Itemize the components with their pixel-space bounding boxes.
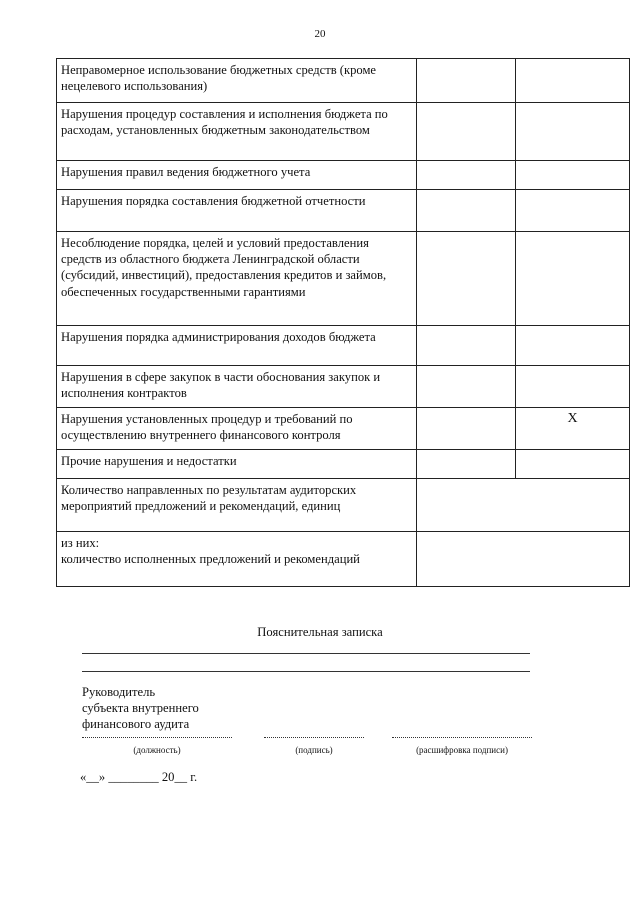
row-label: Прочие нарушения и недостатки	[57, 450, 417, 479]
row-value-col3	[516, 190, 630, 232]
row-value-col3	[516, 232, 630, 326]
row-value-merged	[417, 532, 630, 587]
row-value-col2	[417, 190, 516, 232]
row-label: Количество направленных по результатам аудиторских мероприятий предложений и рекомендаций, единиц	[57, 479, 417, 532]
row-value-col2	[417, 232, 516, 326]
table-row	[57, 326, 630, 366]
table-row	[57, 479, 630, 532]
page-number: 20	[314, 28, 326, 40]
row-label: Нарушения процедур составления и исполнения бюджета по расходам, установленных бюджетным законодательством	[57, 103, 417, 161]
row-value-col2	[417, 103, 516, 161]
position-line	[82, 737, 232, 738]
row-label: Неправомерное использование бюджетных средств (кроме нецелевого использования)	[57, 59, 417, 103]
table-row	[57, 232, 630, 326]
table-row	[57, 532, 630, 587]
row-value-col3	[516, 103, 630, 161]
row-label: Нарушения в сфере закупок в части обоснования закупок и исполнения контрактов	[57, 366, 417, 408]
row-label: из них: количество исполненных предложений и рекомендаций	[57, 532, 417, 587]
row-value-col2	[417, 59, 516, 103]
row-value-col3	[516, 450, 630, 479]
table-row	[57, 408, 630, 450]
row-label: Нарушения установленных процедур и требований по осуществлению внутреннего финансового контроля	[57, 408, 417, 450]
report-table	[56, 58, 630, 587]
table-row	[57, 190, 630, 232]
row-value-col3	[516, 59, 630, 103]
row-label: Нарушения порядка администрирования доходов бюджета	[57, 326, 417, 366]
row-value-col3	[516, 161, 630, 190]
table-row	[57, 161, 630, 190]
row-value-merged	[417, 479, 630, 532]
row-value-col2	[417, 450, 516, 479]
date-line: «__» ________ 20__ г.	[80, 770, 198, 784]
row-value-col2	[417, 161, 516, 190]
signature-caption: (подпись)	[295, 745, 333, 755]
table-row	[57, 103, 630, 161]
signature-line	[264, 737, 364, 738]
row-label: Нарушения порядка составления бюджетной отчетности	[57, 190, 417, 232]
table-row	[57, 450, 630, 479]
note-title: Пояснительная записка	[257, 625, 383, 639]
decoding-caption: (расшифровка подписи)	[416, 745, 508, 755]
note-line-2	[82, 671, 530, 672]
note-line-1	[82, 653, 530, 654]
row-value-col3	[516, 326, 630, 366]
row-label: Нарушения правил ведения бюджетного учета	[57, 161, 417, 190]
row-value-col2	[417, 366, 516, 408]
table-row	[57, 59, 630, 103]
head-title: Руководитель субъекта внутреннего финансового аудита	[82, 685, 199, 731]
decoding-line	[392, 737, 532, 738]
row-value-col3	[516, 366, 630, 408]
table-row	[57, 366, 630, 408]
row-label: Несоблюдение порядка, целей и условий предоставления средств из областного бюджета Ленинградской области (субсидий, инвестиций), предоставления кредитов и займов, обеспеченных государственными гарантиями	[57, 232, 417, 326]
row-value-col2	[417, 326, 516, 366]
position-caption: (должность)	[133, 745, 181, 755]
row-value-col3: X	[516, 408, 630, 450]
row-value-col2	[417, 408, 516, 450]
